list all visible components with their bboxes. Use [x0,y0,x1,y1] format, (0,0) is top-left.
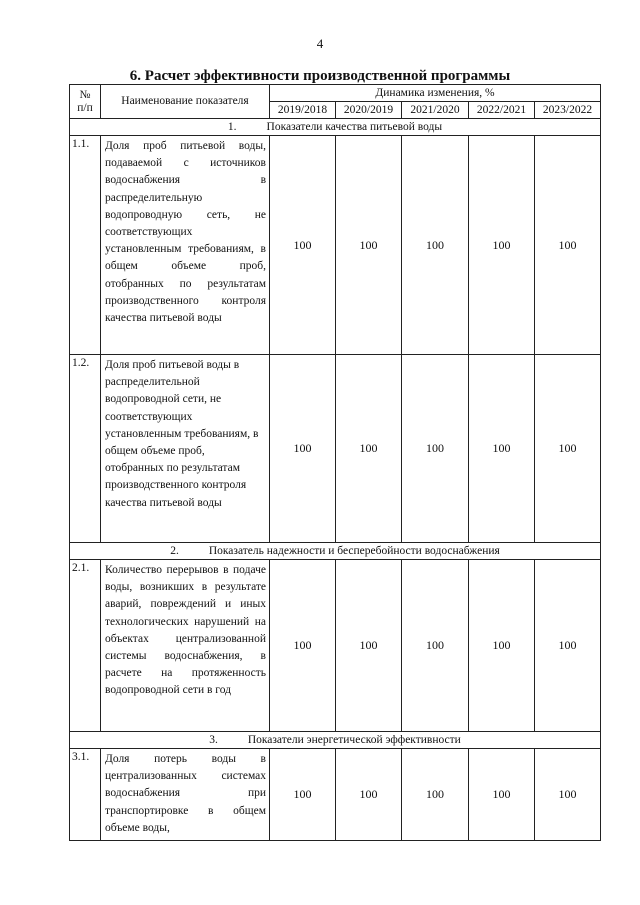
section-header [70,732,601,749]
table-row [70,749,601,841]
row-value: 100 [469,136,535,355]
row-value: 100 [402,355,469,543]
row-number: 3.1. [70,749,101,841]
row-value: 100 [270,749,336,841]
row-number: 2.1. [70,560,101,732]
row-value: 100 [535,560,601,732]
row-indicator-name: Доля проб питьевой воды, подаваемой с источников водоснабжения в распределительную водопроводную сеть, не соответствующих установленным требованиям, в общем объеме проб, отобранных по результатам производственного контроля качества питьевой воды [101,136,270,355]
row-value: 100 [270,355,336,543]
row-value: 100 [469,560,535,732]
row-number: 1.2. [70,355,101,543]
page-number: 4 [316,36,324,51]
row-value: 100 [336,749,402,841]
efficiency-table [69,84,601,841]
row-value: 100 [336,355,402,543]
row-value: 100 [469,355,535,543]
header-number [70,85,101,119]
section-title: Показатели энергетической эффективности [247,734,461,746]
row-number: 1.1. [70,136,101,355]
section-number: 2. [170,545,179,557]
row-indicator-name: Доля потерь воды в централизованных системах водоснабжения при транспортировке в общем объеме воды, [101,749,270,841]
section-number: 1. [227,121,237,133]
section-header [70,543,601,560]
section-header [70,119,601,136]
row-indicator-name: Количество перерывов в подаче воды, возникших в результате аварий, повреждений и иных технологических нарушений на объектах централизованной системы водоснабжения, в расчете на протяженность водопроводной сети в год [101,560,270,732]
section-title: Показатели качества питьевой воды [266,121,443,133]
row-indicator-name: Доля проб питьевой воды в распределительной водопроводной сети, не соответствующих установленным требованиям, в общем объеме проб, отобранных по результатам производственного контроля качества питьевой воды [101,355,270,543]
row-value: 100 [336,136,402,355]
section-number: 3. [209,734,218,746]
table-row [70,560,601,732]
header-number-label: № п/п [77,88,93,114]
row-value: 100 [402,136,469,355]
table-row [70,136,601,355]
header-year: 2019/2018 [270,102,336,119]
section-title: Показатель надежности и бесперебойности водоснабжения [208,545,500,557]
header-year: 2021/2020 [402,102,469,119]
document-title: 6. Расчет эффективности производственной программы [129,68,511,84]
table-row [70,355,601,543]
row-value: 100 [402,560,469,732]
header-year: 2023/2022 [535,102,601,119]
row-value: 100 [270,560,336,732]
header-year: 2022/2021 [469,102,535,119]
row-value: 100 [535,355,601,543]
row-value: 100 [336,560,402,732]
header-indicator-name: Наименование показателя [101,85,270,119]
row-value: 100 [535,136,601,355]
row-value: 100 [535,749,601,841]
row-value: 100 [402,749,469,841]
header-dynamics: Динамика изменения, % [270,85,601,102]
row-value: 100 [270,136,336,355]
header-year: 2020/2019 [336,102,402,119]
row-value: 100 [469,749,535,841]
